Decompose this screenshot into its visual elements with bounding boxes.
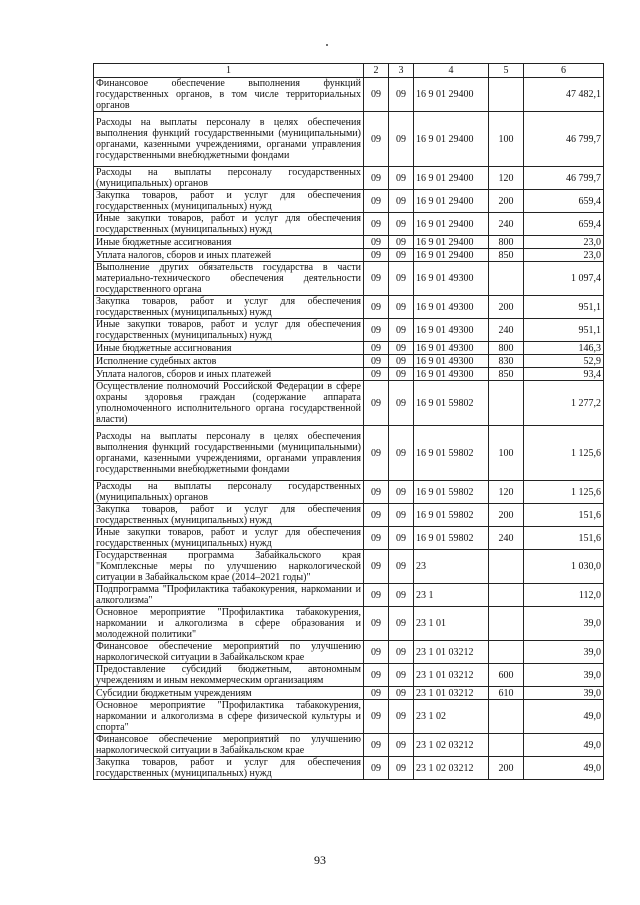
column-header: 2 (364, 64, 389, 78)
subsection-code: 09 (389, 734, 414, 757)
section-code: 09 (364, 78, 389, 112)
budget-item-name: Финансовое обеспечение мероприятий по улучшению наркологической ситуации в Забайкальском крае (94, 641, 364, 664)
section-code: 09 (364, 687, 389, 700)
amount-value: 1 277,2 (524, 381, 604, 426)
section-code: 09 (364, 262, 389, 296)
expense-type-code (489, 584, 524, 607)
table-row (94, 78, 604, 112)
budget-item-name: Закупка товаров, работ и услуг для обеспечения государственных (муниципальных) нужд (94, 296, 364, 319)
amount-value: 951,1 (524, 319, 604, 342)
budget-item-name: Закупка товаров, работ и услуг для обеспечения государственных (муниципальных) нужд (94, 190, 364, 213)
section-code: 09 (364, 213, 389, 236)
expense-type-code (489, 78, 524, 112)
expense-type-code: 100 (489, 426, 524, 481)
table-row (94, 700, 604, 734)
section-code: 09 (364, 368, 389, 381)
budget-item-name: Иные закупки товаров, работ и услуг для обеспечения государственных (муниципальных) нужд (94, 213, 364, 236)
table-row (94, 342, 604, 355)
budget-table-body (94, 64, 604, 780)
subsection-code: 09 (389, 296, 414, 319)
amount-value: 49,0 (524, 700, 604, 734)
amount-value: 49,0 (524, 734, 604, 757)
amount-value: 112,0 (524, 584, 604, 607)
expense-type-code: 240 (489, 527, 524, 550)
section-code: 09 (364, 607, 389, 641)
amount-value: 47 482,1 (524, 78, 604, 112)
amount-value: 46 799,7 (524, 112, 604, 167)
subsection-code: 09 (389, 426, 414, 481)
subsection-code: 09 (389, 319, 414, 342)
target-article-code: 23 1 01 03212 (414, 641, 489, 664)
expense-type-code: 850 (489, 368, 524, 381)
target-article-code: 23 1 01 03212 (414, 687, 489, 700)
subsection-code: 09 (389, 504, 414, 527)
table-row (94, 262, 604, 296)
amount-value: 49,0 (524, 757, 604, 780)
amount-value: 46 799,7 (524, 167, 604, 190)
budget-item-name: Иные закупки товаров, работ и услуг для обеспечения государственных (муниципальных) нужд (94, 319, 364, 342)
subsection-code: 09 (389, 262, 414, 296)
budget-item-name: Закупка товаров, работ и услуг для обеспечения государственных (муниципальных) нужд (94, 504, 364, 527)
expense-type-code: 240 (489, 213, 524, 236)
expense-type-code: 830 (489, 355, 524, 368)
expense-type-code: 100 (489, 112, 524, 167)
section-code: 09 (364, 249, 389, 262)
table-row (94, 687, 604, 700)
target-article-code: 16 9 01 29400 (414, 236, 489, 249)
table-row (94, 167, 604, 190)
subsection-code: 09 (389, 112, 414, 167)
amount-value: 151,6 (524, 504, 604, 527)
expense-type-code (489, 641, 524, 664)
expense-type-code (489, 550, 524, 584)
page-number: 93 (314, 853, 326, 867)
table-row (94, 355, 604, 368)
budget-item-name: Подпрограмма "Профилактика табакокурения, наркомании и алкоголизма" (94, 584, 364, 607)
target-article-code: 23 1 02 03212 (414, 734, 489, 757)
section-code: 09 (364, 426, 389, 481)
section-code: 09 (364, 664, 389, 687)
amount-value: 1 097,4 (524, 262, 604, 296)
section-code: 09 (364, 584, 389, 607)
section-code: 09 (364, 550, 389, 584)
scan-speck (326, 44, 328, 46)
subsection-code: 09 (389, 355, 414, 368)
target-article-code: 16 9 01 59802 (414, 381, 489, 426)
expense-type-code (489, 734, 524, 757)
target-article-code: 23 1 01 (414, 607, 489, 641)
table-row (94, 368, 604, 381)
table-row (94, 319, 604, 342)
table-row (94, 757, 604, 780)
expense-type-code: 200 (489, 190, 524, 213)
budget-item-name: Закупка товаров, работ и услуг для обеспечения государственных (муниципальных) нужд (94, 757, 364, 780)
expense-type-code (489, 700, 524, 734)
subsection-code: 09 (389, 607, 414, 641)
amount-value: 951,1 (524, 296, 604, 319)
section-code: 09 (364, 527, 389, 550)
table-row (94, 607, 604, 641)
table-row (94, 481, 604, 504)
budget-table (93, 63, 604, 780)
subsection-code: 09 (389, 481, 414, 504)
target-article-code: 23 1 02 03212 (414, 757, 489, 780)
expense-type-code: 600 (489, 664, 524, 687)
amount-value: 146,3 (524, 342, 604, 355)
budget-item-name: Финансовое обеспечение мероприятий по улучшению наркологической ситуации в Забайкальском крае (94, 734, 364, 757)
subsection-code: 09 (389, 167, 414, 190)
column-header: 1 (94, 64, 364, 78)
budget-item-name: Осуществление полномочий Российской Федерации в сфере охраны здоровья граждан (содержание аппарата уполномоченного исполнительного органа государственной власти) (94, 381, 364, 426)
budget-item-name: Выполнение других обязательств государства в части материально-технического обеспечения деятельности государственного органа (94, 262, 364, 296)
table-row (94, 296, 604, 319)
section-code: 09 (364, 319, 389, 342)
expense-type-code: 240 (489, 319, 524, 342)
amount-value: 659,4 (524, 190, 604, 213)
budget-item-name: Иные бюджетные ассигнования (94, 342, 364, 355)
target-article-code: 16 9 01 29400 (414, 167, 489, 190)
amount-value: 1 030,0 (524, 550, 604, 584)
column-header: 3 (389, 64, 414, 78)
table-row (94, 550, 604, 584)
table-row (94, 213, 604, 236)
target-article-code: 16 9 01 59802 (414, 504, 489, 527)
budget-item-name: Основное мероприятие "Профилактика табакокурения, наркомании и алкоголизма в сфере образования и молодежной политики" (94, 607, 364, 641)
section-code: 09 (364, 504, 389, 527)
table-row (94, 664, 604, 687)
section-code: 09 (364, 757, 389, 780)
subsection-code: 09 (389, 342, 414, 355)
target-article-code: 16 9 01 29400 (414, 249, 489, 262)
target-article-code: 16 9 01 49300 (414, 342, 489, 355)
expense-type-code: 200 (489, 504, 524, 527)
expense-type-code (489, 607, 524, 641)
table-row (94, 426, 604, 481)
budget-item-name: Уплата налогов, сборов и иных платежей (94, 249, 364, 262)
subsection-code: 09 (389, 249, 414, 262)
budget-item-name: Предоставление субсидий бюджетным, автономным учреждениям и иным некоммерческим организациям (94, 664, 364, 687)
subsection-code: 09 (389, 190, 414, 213)
section-code: 09 (364, 641, 389, 664)
column-header: 4 (414, 64, 489, 78)
amount-value: 23,0 (524, 249, 604, 262)
target-article-code: 16 9 01 59802 (414, 481, 489, 504)
budget-item-name: Финансовое обеспечение выполнения функций государственных органов, в том числе территориальных органов (94, 78, 364, 112)
amount-value: 151,6 (524, 527, 604, 550)
target-article-code: 16 9 01 59802 (414, 527, 489, 550)
subsection-code: 09 (389, 213, 414, 236)
budget-item-name: Иные закупки товаров, работ и услуг для обеспечения государственных (муниципальных) нужд (94, 527, 364, 550)
target-article-code: 23 1 02 (414, 700, 489, 734)
amount-value: 39,0 (524, 607, 604, 641)
expense-type-code: 200 (489, 296, 524, 319)
budget-item-name: Расходы на выплаты персоналу государственных (муниципальных) органов (94, 167, 364, 190)
amount-value: 39,0 (524, 664, 604, 687)
subsection-code: 09 (389, 368, 414, 381)
table-row (94, 249, 604, 262)
column-header: 5 (489, 64, 524, 78)
budget-item-name: Расходы на выплаты персоналу государственных (муниципальных) органов (94, 481, 364, 504)
column-header: 6 (524, 64, 604, 78)
budget-item-name: Субсидии бюджетным учреждениям (94, 687, 364, 700)
subsection-code: 09 (389, 584, 414, 607)
target-article-code: 16 9 01 29400 (414, 78, 489, 112)
expense-type-code: 200 (489, 757, 524, 780)
target-article-code: 16 9 01 29400 (414, 213, 489, 236)
budget-item-name: Исполнение судебных актов (94, 355, 364, 368)
section-code: 09 (364, 355, 389, 368)
target-article-code: 16 9 01 29400 (414, 112, 489, 167)
amount-value: 39,0 (524, 687, 604, 700)
table-row (94, 112, 604, 167)
expense-type-code: 800 (489, 342, 524, 355)
expense-type-code: 120 (489, 167, 524, 190)
section-code: 09 (364, 342, 389, 355)
target-article-code: 16 9 01 49300 (414, 368, 489, 381)
table-row (94, 381, 604, 426)
table-row (94, 584, 604, 607)
budget-item-name: Расходы на выплаты персоналу в целях обеспечения выполнения функций государственными (муниципальными) органами, казенными учреждениями, органами управления государственными внебюджетными фондами (94, 426, 364, 481)
table-row (94, 527, 604, 550)
section-code: 09 (364, 381, 389, 426)
amount-value: 23,0 (524, 236, 604, 249)
expense-type-code: 800 (489, 236, 524, 249)
table-row (94, 504, 604, 527)
table-row (94, 734, 604, 757)
target-article-code: 16 9 01 29400 (414, 190, 489, 213)
amount-value: 659,4 (524, 213, 604, 236)
target-article-code: 23 1 01 03212 (414, 664, 489, 687)
expense-type-code: 610 (489, 687, 524, 700)
subsection-code: 09 (389, 757, 414, 780)
table-row (94, 236, 604, 249)
target-article-code: 16 9 01 49300 (414, 319, 489, 342)
subsection-code: 09 (389, 381, 414, 426)
table-row (94, 641, 604, 664)
expense-type-code: 120 (489, 481, 524, 504)
subsection-code: 09 (389, 641, 414, 664)
expense-type-code: 850 (489, 249, 524, 262)
amount-value: 93,4 (524, 368, 604, 381)
target-article-code: 16 9 01 59802 (414, 426, 489, 481)
amount-value: 1 125,6 (524, 481, 604, 504)
section-code: 09 (364, 112, 389, 167)
expense-type-code (489, 381, 524, 426)
section-code: 09 (364, 700, 389, 734)
table-header-row (94, 64, 604, 78)
subsection-code: 09 (389, 236, 414, 249)
amount-value: 52,9 (524, 355, 604, 368)
budget-item-name: Уплата налогов, сборов и иных платежей (94, 368, 364, 381)
section-code: 09 (364, 167, 389, 190)
section-code: 09 (364, 190, 389, 213)
amount-value: 1 125,6 (524, 426, 604, 481)
budget-item-name: Основное мероприятие "Профилактика табакокурения, наркомании и алкоголизма в сфере физической культуры и спорта" (94, 700, 364, 734)
target-article-code: 16 9 01 49300 (414, 355, 489, 368)
target-article-code: 23 (414, 550, 489, 584)
expense-type-code (489, 262, 524, 296)
table-row (94, 190, 604, 213)
section-code: 09 (364, 296, 389, 319)
budget-item-name: Расходы на выплаты персоналу в целях обеспечения выполнения функций государственными (муниципальными) органами, казенными учреждениями, органами управления государственными внебюджетными фондами (94, 112, 364, 167)
section-code: 09 (364, 481, 389, 504)
target-article-code: 16 9 01 49300 (414, 262, 489, 296)
subsection-code: 09 (389, 700, 414, 734)
subsection-code: 09 (389, 687, 414, 700)
subsection-code: 09 (389, 527, 414, 550)
section-code: 09 (364, 734, 389, 757)
budget-item-name: Государственная программа Забайкальского края "Комплексные меры по улучшению наркологической ситуации в Забайкальском крае (2014–2021 годы)" (94, 550, 364, 584)
amount-value: 39,0 (524, 641, 604, 664)
subsection-code: 09 (389, 664, 414, 687)
subsection-code: 09 (389, 78, 414, 112)
section-code: 09 (364, 236, 389, 249)
target-article-code: 16 9 01 49300 (414, 296, 489, 319)
subsection-code: 09 (389, 550, 414, 584)
target-article-code: 23 1 (414, 584, 489, 607)
budget-item-name: Иные бюджетные ассигнования (94, 236, 364, 249)
